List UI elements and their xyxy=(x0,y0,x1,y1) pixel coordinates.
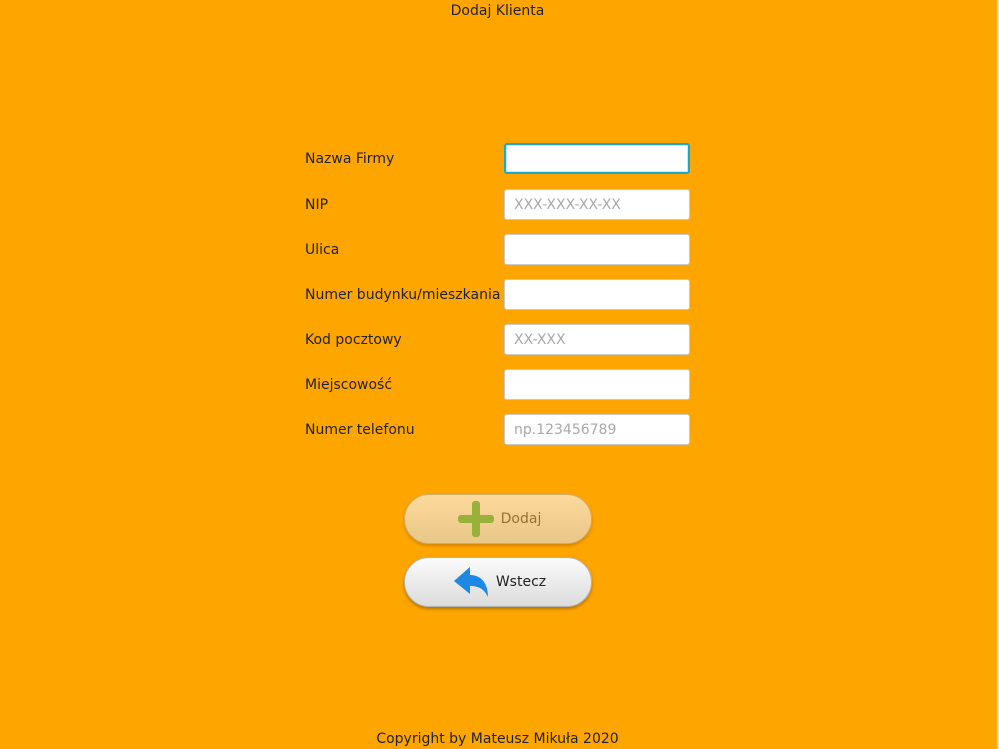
add-button[interactable] xyxy=(404,494,592,544)
phone-number-label: Numer telefonu xyxy=(305,422,415,438)
building-number-label: Numer budynku/mieszkania xyxy=(305,287,501,303)
back-button-label: Wstecz xyxy=(495,574,547,590)
nip-input[interactable] xyxy=(504,189,690,220)
reply-arrow-icon xyxy=(450,561,492,603)
company-name-input[interactable] xyxy=(504,143,690,174)
plus-icon xyxy=(455,498,497,540)
street-input[interactable] xyxy=(504,234,690,265)
back-button[interactable] xyxy=(404,557,592,607)
add-button-label: Dodaj xyxy=(500,511,542,527)
city-input[interactable] xyxy=(504,369,690,400)
copyright-footer: Copyright by Mateusz Mikuła 2020 xyxy=(376,731,619,747)
postal-code-input[interactable] xyxy=(504,324,690,355)
nip-label: NIP xyxy=(305,197,329,213)
postal-code-label: Kod pocztowy xyxy=(305,332,402,348)
street-label: Ulica xyxy=(305,242,340,258)
company-name-label: Nazwa Firmy xyxy=(305,151,395,167)
page-title: Dodaj Klienta xyxy=(450,3,545,19)
phone-number-input[interactable] xyxy=(504,414,690,445)
building-number-input[interactable] xyxy=(504,279,690,310)
city-label: Miejscowość xyxy=(305,377,393,393)
